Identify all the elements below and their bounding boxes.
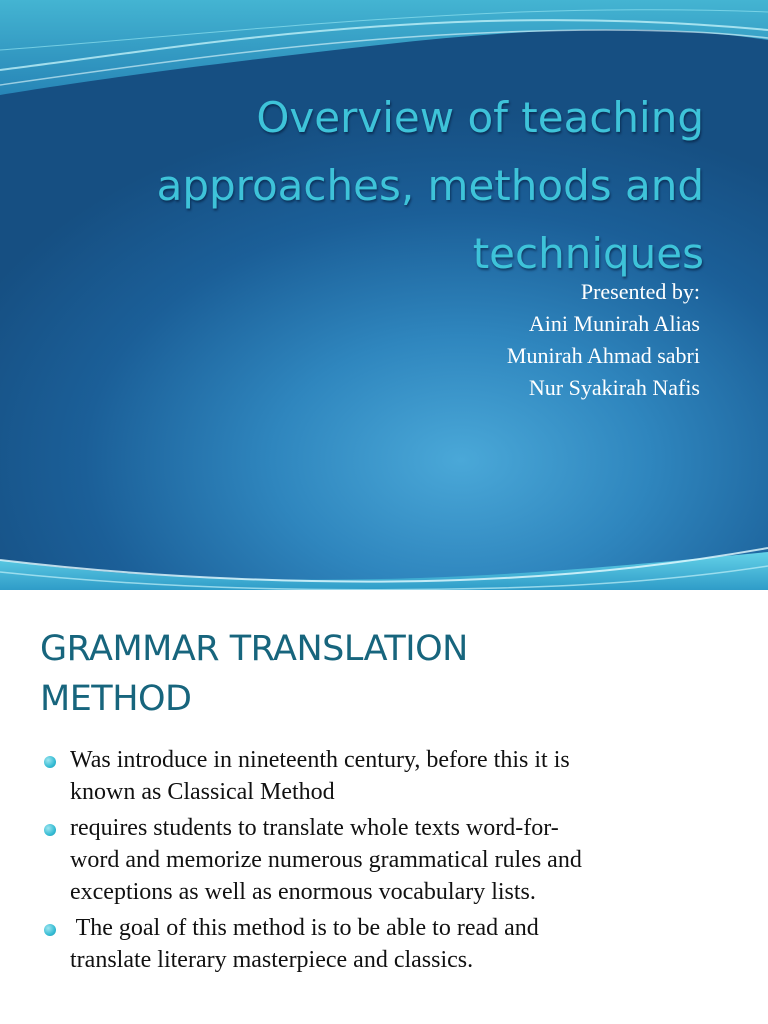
heading-line: METHOD [40, 679, 192, 719]
presenters-block [280, 276, 700, 404]
title-line: approaches, methods and [156, 161, 704, 210]
content-slide [0, 574, 768, 1024]
presenter-name: Aini Munirah Alias [528, 311, 700, 336]
bullet-text-line: word and memorize numerous grammatical rules and [70, 847, 582, 873]
bullet-icon [44, 756, 56, 768]
bullet-text-line: known as Classical Method [70, 779, 335, 805]
heading-line: GRAMMAR TRANSLATION [40, 629, 468, 669]
presenter-name: Nur Syakirah Nafis [528, 375, 700, 400]
bullet-text-line: Was introduce in nineteenth century, before this it is [70, 747, 570, 773]
bullet-text-line: translate literary masterpiece and classics. [70, 947, 474, 973]
bullet-item [44, 744, 734, 808]
bullet-text-line: exceptions as well as enormous vocabulary lists. [70, 879, 536, 905]
bullet-item [44, 912, 734, 976]
slide-title [104, 84, 704, 288]
slide-heading [40, 624, 740, 724]
title-line: techniques [472, 229, 704, 278]
title-line: Overview of teaching [256, 93, 704, 142]
bullet-text-line: The goal of this method is to be able to read and [70, 915, 539, 941]
bullet-icon [44, 924, 56, 936]
bullet-item [44, 812, 734, 908]
bullet-list [44, 744, 734, 980]
presented-by-label: Presented by: [580, 279, 700, 304]
bullet-text-line: requires students to translate whole texts word-for- [70, 815, 559, 841]
presenter-name: Munirah Ahmad sabri [506, 343, 700, 368]
bullet-icon [44, 824, 56, 836]
